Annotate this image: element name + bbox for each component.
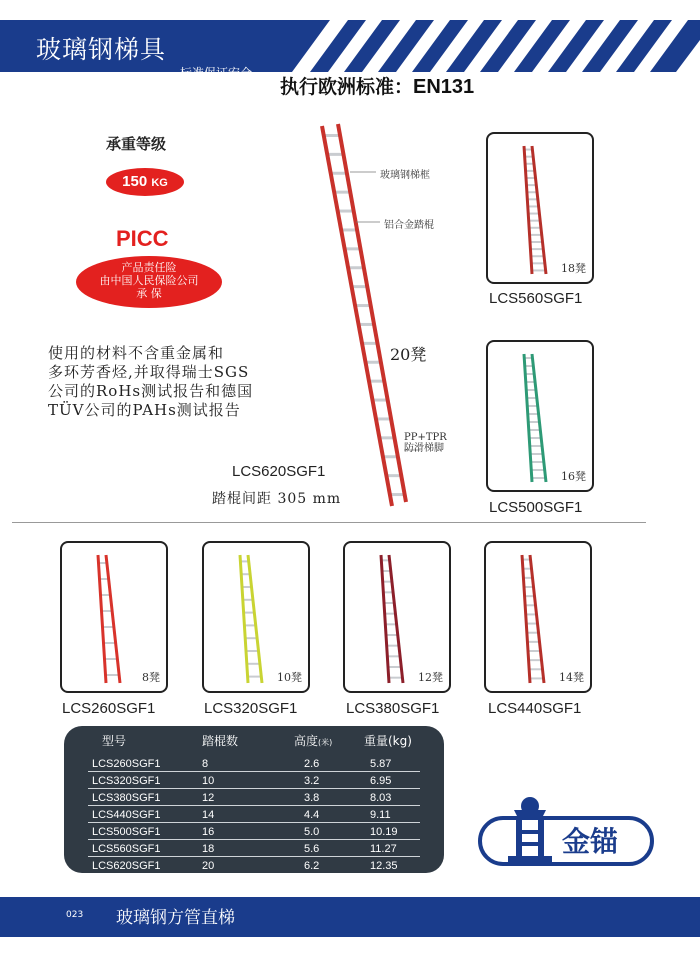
product-model-lcs500: LCS500SGF1 — [489, 499, 583, 516]
cell-model: LCS440SGF1 — [88, 806, 202, 823]
desc-line-4: TÜV公司的PAHs测试报告 — [48, 401, 241, 419]
rung-count: 8凳 — [142, 671, 160, 684]
ladder-rail — [524, 146, 532, 274]
rung-count: 10凳 — [277, 671, 302, 684]
table-row — [88, 857, 420, 874]
spec-table-body — [88, 755, 420, 873]
annotation-foot-line2: 防滑梯脚 — [404, 443, 444, 454]
cell-weight: 9.11 — [364, 806, 420, 823]
standard-code: EN131 — [413, 76, 475, 98]
annotation-rung: 铝合金踏棍 — [384, 220, 434, 231]
col-header-model: 型号 — [102, 734, 127, 748]
cell-rungs: 14 — [202, 806, 294, 823]
cell-height: 3.2 — [294, 772, 364, 789]
product-model-lcs260: LCS260SGF1 — [62, 700, 156, 717]
cell-rungs: 20 — [202, 859, 215, 872]
standard-prefix: 执行欧洲标准： — [280, 76, 414, 98]
main-ladder-rungs: 20凳 — [390, 345, 427, 364]
annotation-foot-line1: PP+TPR — [404, 432, 447, 443]
annotation-foot — [404, 432, 447, 454]
col-header-height-unit: (米) — [318, 738, 333, 747]
picc-insurance-badge — [76, 256, 222, 308]
standard-line — [280, 72, 474, 99]
load-value: 150 — [122, 173, 148, 190]
load-rating-label: 承重等级 — [106, 135, 167, 153]
product-card-lcs560 — [486, 132, 594, 284]
col-header-height — [294, 732, 364, 755]
table-row — [88, 772, 420, 789]
brand-logo — [478, 796, 654, 868]
product-card-lcs500 — [486, 340, 594, 492]
product-card-lcs380 — [343, 541, 451, 693]
product-model-lcs560: LCS560SGF1 — [489, 290, 583, 307]
table-row — [88, 755, 420, 772]
cell-height: 5.6 — [294, 840, 364, 857]
annotation-frame: 玻璃钢梯框 — [380, 170, 430, 181]
cell-model: LCS380SGF1 — [88, 789, 202, 806]
ladder-rail — [530, 555, 544, 683]
product-card-lcs320 — [202, 541, 310, 693]
spec-table — [88, 732, 420, 873]
load-unit: KG — [151, 177, 168, 189]
cell-weight: 12.35 — [370, 859, 398, 872]
cell-height: 6.2 — [304, 859, 320, 872]
col-header-rungs: 踏棍数 — [202, 734, 239, 748]
page-title: 玻璃钢梯具 — [36, 35, 167, 64]
cell-model: LCS500SGF1 — [88, 823, 202, 840]
logo-text: 金锚 — [562, 825, 619, 858]
cell-height: 3.8 — [294, 789, 364, 806]
product-model-lcs320: LCS320SGF1 — [204, 700, 298, 717]
table-row — [88, 789, 420, 806]
ladder-rail — [522, 555, 530, 683]
cell-model: LCS560SGF1 — [88, 840, 202, 857]
product-card-lcs260 — [60, 541, 168, 693]
product-model-lcs440: LCS440SGF1 — [488, 700, 582, 717]
cell-weight: 5.87 — [364, 755, 420, 772]
cell-rungs: 18 — [202, 840, 294, 857]
material-description — [48, 344, 298, 420]
rung-count: 12凳 — [418, 671, 443, 684]
footer-band — [0, 897, 700, 937]
picc-line-3: 承 保 — [136, 287, 162, 300]
table-row — [88, 806, 420, 823]
cell-rungs: 10 — [202, 772, 294, 789]
table-header-row — [88, 732, 420, 755]
desc-line-2: 多环芳香烃,并取得瑞士SGS — [48, 363, 250, 381]
ladder-rail — [381, 555, 389, 683]
cell-height: 5.0 — [294, 823, 364, 840]
cell-model: LCS320SGF1 — [88, 772, 202, 789]
desc-line-1: 使用的材料不含重金属和 — [48, 344, 225, 362]
col-header-weight: 重量(kg) — [364, 734, 412, 748]
rung-spacing: 踏棍间距 305 mm — [212, 491, 342, 507]
load-rating-badge — [106, 168, 184, 196]
table-row — [88, 840, 420, 857]
footer-title: 玻璃钢方管直梯 — [116, 908, 235, 928]
page-number: 023 — [66, 910, 84, 920]
cell-height: 4.4 — [294, 806, 364, 823]
ladder-rail — [98, 555, 106, 683]
cell-rungs: 12 — [202, 789, 294, 806]
ladder-rail — [106, 555, 120, 683]
cell-height: 2.6 — [294, 755, 364, 772]
cell-weight: 10.19 — [364, 823, 420, 840]
col-header-height-label: 高度 — [294, 734, 319, 748]
cell-weight: 11.27 — [364, 840, 420, 857]
product-card-lcs440 — [484, 541, 592, 693]
picc-title: PICC — [116, 226, 169, 251]
cell-model: LCS620SGF1 — [92, 859, 161, 872]
section-divider — [12, 522, 646, 523]
ladder-rail — [389, 555, 403, 683]
ladder-rail — [532, 146, 546, 274]
rung-count: 14凳 — [559, 671, 584, 684]
cell-weight: 6.95 — [364, 772, 420, 789]
main-ladder-model: LCS620SGF1 — [232, 463, 326, 480]
header-subtitle: 标准保证安全 — [180, 66, 253, 80]
picc-line-1: 产品责任险 — [121, 261, 177, 274]
cell-weight: 8.03 — [364, 789, 420, 806]
rung-count: 18凳 — [561, 262, 586, 275]
product-model-lcs380: LCS380SGF1 — [346, 700, 440, 717]
cell-rungs: 8 — [202, 755, 294, 772]
table-row — [88, 823, 420, 840]
cell-rungs: 16 — [202, 823, 294, 840]
desc-line-3: 公司的RoHs测试报告和德国 — [48, 382, 254, 400]
picc-line-2: 由中国人民保险公司 — [99, 274, 199, 287]
rung-count: 16凳 — [561, 470, 586, 483]
cell-model: LCS260SGF1 — [88, 755, 202, 772]
spec-table-panel — [64, 726, 444, 873]
